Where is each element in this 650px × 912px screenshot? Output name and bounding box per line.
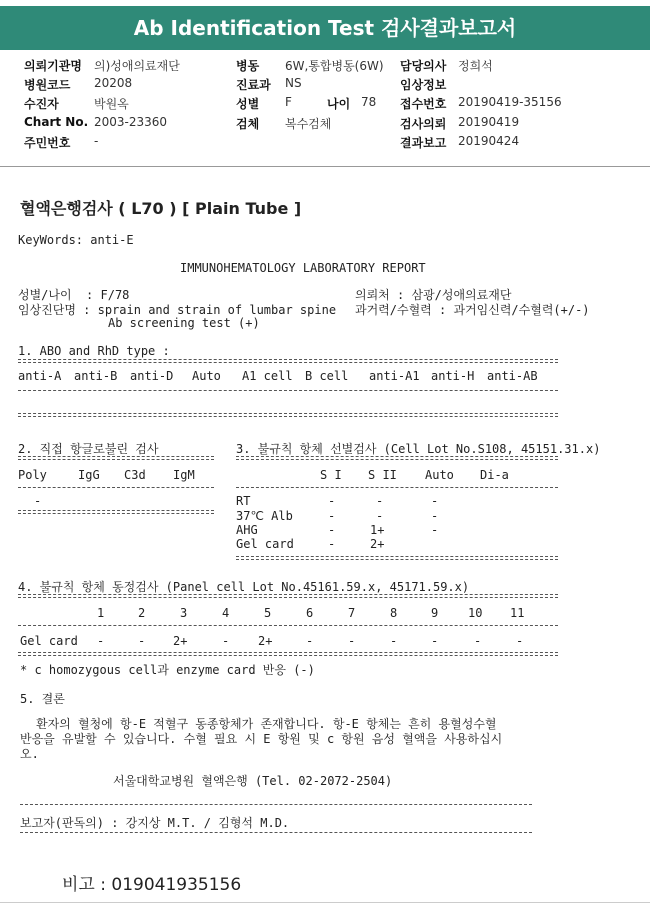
s1-header: anti-AB [487,369,538,383]
s4-cell: 2+ [258,634,273,648]
keywords: KeyWords: anti-E [18,233,134,247]
s3-cell: - [328,509,336,523]
section-1-headers [0,369,650,385]
reporter-rule-top [20,804,532,805]
conclusion-line-1: 환자의 혈청에 항-E 적혈구 동종항체가 존재합니다. 항-E 항체는 흔히 용혈성수혈 [36,717,497,731]
value-chart-no: 2003-23360 [94,115,168,129]
s3-row-label: AHG [236,523,258,537]
s1-header: anti-B [74,369,118,383]
test-title: 혈액은행검사 ( L70 ) [ Plain Tube ] [20,199,302,218]
section-4-title: 4. 불규칙 항체 동정검사 (Panel cell Lot No.45161.59.x, 45171.59.x) [18,580,470,594]
s4-cell: - [431,634,439,648]
s4-col: 4 [222,606,230,620]
section-2-rule-mid [18,487,214,488]
s1-header: anti-H [431,369,475,383]
s3-cell: - [328,537,336,551]
s3-cell: - [376,509,384,523]
s3-cell: 2+ [370,537,385,551]
section-4-values [0,634,650,650]
section-2-rule-top [18,456,214,460]
s1-header: A1 cell [242,369,293,383]
s4-cell: - [390,634,398,648]
s2-header: Poly [18,468,47,482]
label-physician: 담당의사 [400,59,447,73]
s2-header: IgM [173,468,195,482]
value-ward: 6W,통합병동(6W) [285,59,384,73]
referrer-line: 의뢰처 : 삼광/성애의료재단 [355,288,512,302]
section-4-note: * c homozygous cell과 enzyme card 반응 (-) [20,663,315,677]
s4-cell: - [516,634,524,648]
section-1-rule-bottom [18,413,558,417]
label-resident-no: 주민번호 [24,136,71,150]
page-bottom-rule [0,902,650,903]
s4-col: 2 [138,606,146,620]
s3-row-label: RT [236,494,251,508]
reporter-line: 보고자(판독의) : 강지상 M.T. / 김형석 M.D. [20,816,290,830]
s4-cell: - [348,634,356,648]
patient-info [0,54,650,164]
s4-col: 11 [510,606,525,620]
s3-cell: - [431,523,439,537]
s3-cell: - [328,494,336,508]
s4-cell: - [138,634,146,648]
s4-cell: 2+ [173,634,188,648]
remarks: 비고 : 019041935156 [62,875,242,895]
info-divider [0,166,650,167]
section-2-title: 2. 직접 항글로불린 검사 [18,442,159,456]
sex-age-line: 성별/나이 : F/78 [18,288,130,302]
s3-cell: - [376,494,384,508]
s4-cell: - [97,634,105,648]
section-3-rule-bottom [236,556,558,560]
label-request-date: 검사의뢰 [400,117,447,131]
label-age: 나이 [327,97,351,111]
section-4-rule-top [18,594,558,598]
s3-cell: - [431,509,439,523]
s3-header: S II [368,468,397,482]
value-hospital-code: 20208 [94,76,133,90]
label-ward: 병동 [236,59,260,73]
s4-cell: - [306,634,314,648]
s3-cell: - [431,494,439,508]
s2-header: C3d [124,468,146,482]
s4-col: 5 [264,606,272,620]
s1-header: anti-D [130,369,174,383]
value-age: 78 [361,95,377,109]
section-1-title: 1. ABO and RhD type : [18,344,170,358]
section-4-rule-bottom [18,652,558,656]
s4-row-label: Gel card [20,634,78,648]
label-patient: 수진자 [24,97,59,111]
s4-col: 9 [431,606,439,620]
label-clinical-info: 임상정보 [400,78,447,92]
s3-header: S I [320,468,342,482]
section-3-rows [0,494,650,554]
report-header: Ab Identification Test 검사결과보고서 [0,6,650,50]
s4-col: 1 [97,606,105,620]
s4-col: 8 [390,606,398,620]
section-3-headers [0,468,650,484]
s1-header: B cell [305,369,349,383]
s3-row-label: 37℃ Alb [236,509,293,523]
value-sex: F [285,95,292,109]
label-institution: 의뢰기관명 [24,59,82,73]
conclusion-line-3: 오. [20,747,39,761]
section-1-rule-mid [18,390,558,391]
s2-poly-value: - [34,494,42,508]
hospital-contact: 서울대학교병원 혈액은행 (Tel. 02-2072-2504) [113,774,393,788]
s1-header: anti-A1 [369,369,420,383]
history-line: 과거력/수혈력 : 과거임신력/수혈력(+/-) [355,303,590,317]
conclusion-line-2: 반응을 유발할 수 있습니다. 수혈 필요 시 E 항원 및 c 항원 음성 혈액을 사용하십시 [20,732,503,746]
label-accession-no: 접수번호 [400,97,447,111]
s3-cell: 1+ [370,523,385,537]
diagnosis-line: 임상진단명 : sprain and strain of lumbar spine [18,303,337,317]
label-hospital-code: 병원코드 [24,78,71,92]
s4-cell: - [474,634,482,648]
label-report-date: 결과보고 [400,136,447,150]
s4-col: 10 [468,606,483,620]
value-specimen: 복수검체 [285,117,332,131]
label-chart-no: Chart No. [24,115,89,129]
value-resident-no: - [94,134,99,148]
section-4-rule-mid [18,625,558,626]
section-1-rule-top [18,359,558,363]
value-patient: 박원옥 [94,97,129,111]
section-3-title: 3. 불규칙 항체 선별검사 (Cell Lot No.S108, 45151.31.x) [236,442,601,456]
label-sex: 성별 [236,97,260,111]
label-department: 진료과 [236,78,271,92]
s3-row-label: Gel card [236,537,294,551]
section-3-rule-top [236,456,558,460]
value-request-date: 20190419 [458,115,520,129]
s3-header: Di-a [480,468,509,482]
diagnosis-line-2: Ab screening test (+) [108,316,260,330]
reporter-rule-bottom [20,832,532,833]
s4-cell: - [222,634,230,648]
value-report-date: 20190424 [458,134,520,148]
value-physician: 정희석 [458,59,493,73]
section-5-title: 5. 결론 [20,692,65,706]
lab-report-title: IMMUNOHEMATOLOGY LABORATORY REPORT [180,261,426,275]
value-institution: 의)성애의료재단 [94,59,180,73]
label-specimen: 검체 [236,117,260,131]
s4-col: 6 [306,606,314,620]
s3-cell: - [328,523,336,537]
s4-col: 3 [180,606,188,620]
section-4-columns [0,606,650,622]
value-accession-no: 20190419-35156 [458,95,562,109]
s1-header: anti-A [18,369,62,383]
section-3-rule-mid [236,487,558,488]
s2-header: IgG [78,468,100,482]
s1-header: Auto [192,369,221,383]
s3-header: Auto [425,468,454,482]
s4-col: 7 [348,606,356,620]
value-department: NS [285,76,302,90]
